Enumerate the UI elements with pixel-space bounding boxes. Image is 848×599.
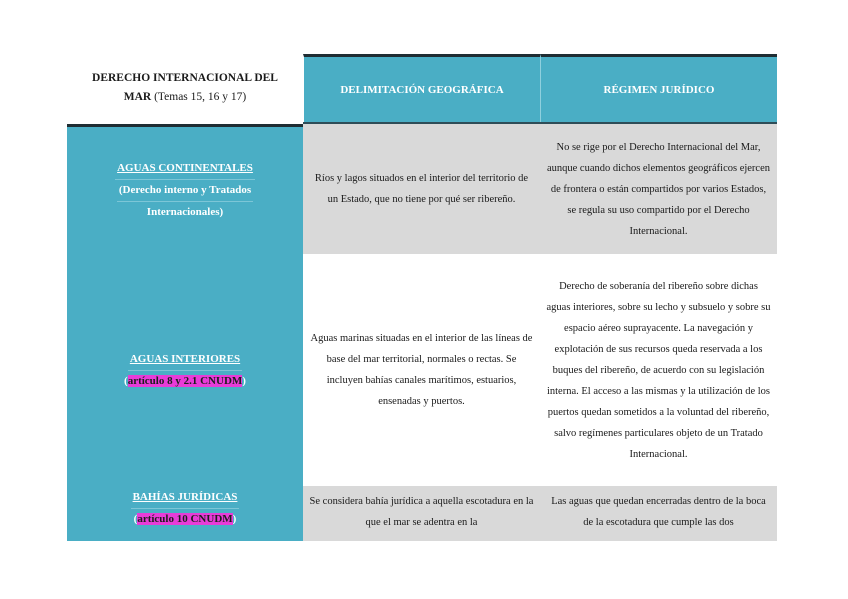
- row-delimitacion: [303, 486, 540, 541]
- header-regimen: RÉGIMEN JURÍDICO: [540, 54, 777, 122]
- header-delimitacion: DELIMITACIÓN GEOGRÁFICA: [303, 54, 540, 122]
- row-delimitacion-text: Aguas marinas situadas en el interior de las líneas de base del mar territorial, normales o rectas. Se incluyen bahías canales marítimos, estuarios, ensenadas y puertos.: [310, 333, 533, 407]
- row-title-cell: [67, 486, 303, 541]
- header-title-text: [92, 69, 278, 107]
- table-row: [67, 124, 777, 254]
- ref-close: ): [232, 513, 237, 525]
- row-regimen: [540, 124, 777, 254]
- row-delimitacion: [303, 124, 540, 254]
- law-of-sea-table: [67, 54, 777, 541]
- header-title-bold-a: DERECHO INTERNACIONAL DEL: [92, 72, 278, 84]
- table-header: [67, 54, 777, 122]
- row-regimen: [540, 486, 777, 541]
- row-title: AGUAS INTERIORES: [128, 349, 242, 371]
- row-delimitacion-text: Ríos y lagos situados en el interior del territorio de un Estado, que no tiene por qué ser ribereño.: [314, 173, 529, 205]
- row-regimen-text: No se rige por el Derecho Internacional del Mar, aunque cuando dichos elementos geográficos ejercen de frontera o están compartidos por varios Estados, se regula su uso compartido por el Derecho Internacional.: [546, 141, 771, 237]
- row-title-cell: [67, 254, 303, 486]
- header-title-bold-b: MAR: [123, 91, 152, 103]
- row-title: BAHÍAS JURÍDICAS: [131, 487, 240, 509]
- row-delimitacion: [303, 254, 540, 486]
- ref-open: (: [133, 513, 138, 525]
- table-row: [67, 486, 777, 541]
- row-reference: [134, 509, 237, 530]
- row-subtitle-b: Internacionales): [146, 206, 224, 218]
- row-delimitacion-text: Se considera bahía jurídica a aquella escotadura en la que el mar se adentra en la: [309, 496, 534, 528]
- row-title-cell: [67, 124, 303, 254]
- ref-highlight: artículo 8 y 2.1 CNUDM: [127, 374, 243, 387]
- row-regimen: [540, 254, 777, 486]
- row-reference: [124, 371, 246, 392]
- table-row: [67, 254, 777, 486]
- row-regimen-text: Derecho de soberanía del ribereño sobre dichas aguas interiores, sobre su lecho y subsuelo y sobre su espacio aéreo suprayacente. La navegación y explotación de sus recursos queda reservada a los buques del ribereño, de acuerdo con su legislación interna. El acceso a las mismas y la utilización de los puertos quedan sometidos a la voluntad del ribereño, salvo regímenes particulares objeto de un Tratado Internacional.: [546, 280, 771, 460]
- ref-close: ): [242, 374, 246, 387]
- header-title-topics: (Temas 15, 16 y 17): [151, 91, 247, 103]
- row-title: AGUAS CONTINENTALES: [115, 158, 255, 180]
- row-subtitle-a: (Derecho interno y Tratados: [117, 180, 253, 202]
- ref-open: (: [124, 374, 128, 387]
- ref-highlight: artículo 10 CNUDM: [137, 513, 233, 525]
- header-title-cell: [67, 54, 303, 122]
- row-regimen-text: Las aguas que quedan encerradas dentro de la boca de la escotadura que cumple las dos: [551, 496, 766, 528]
